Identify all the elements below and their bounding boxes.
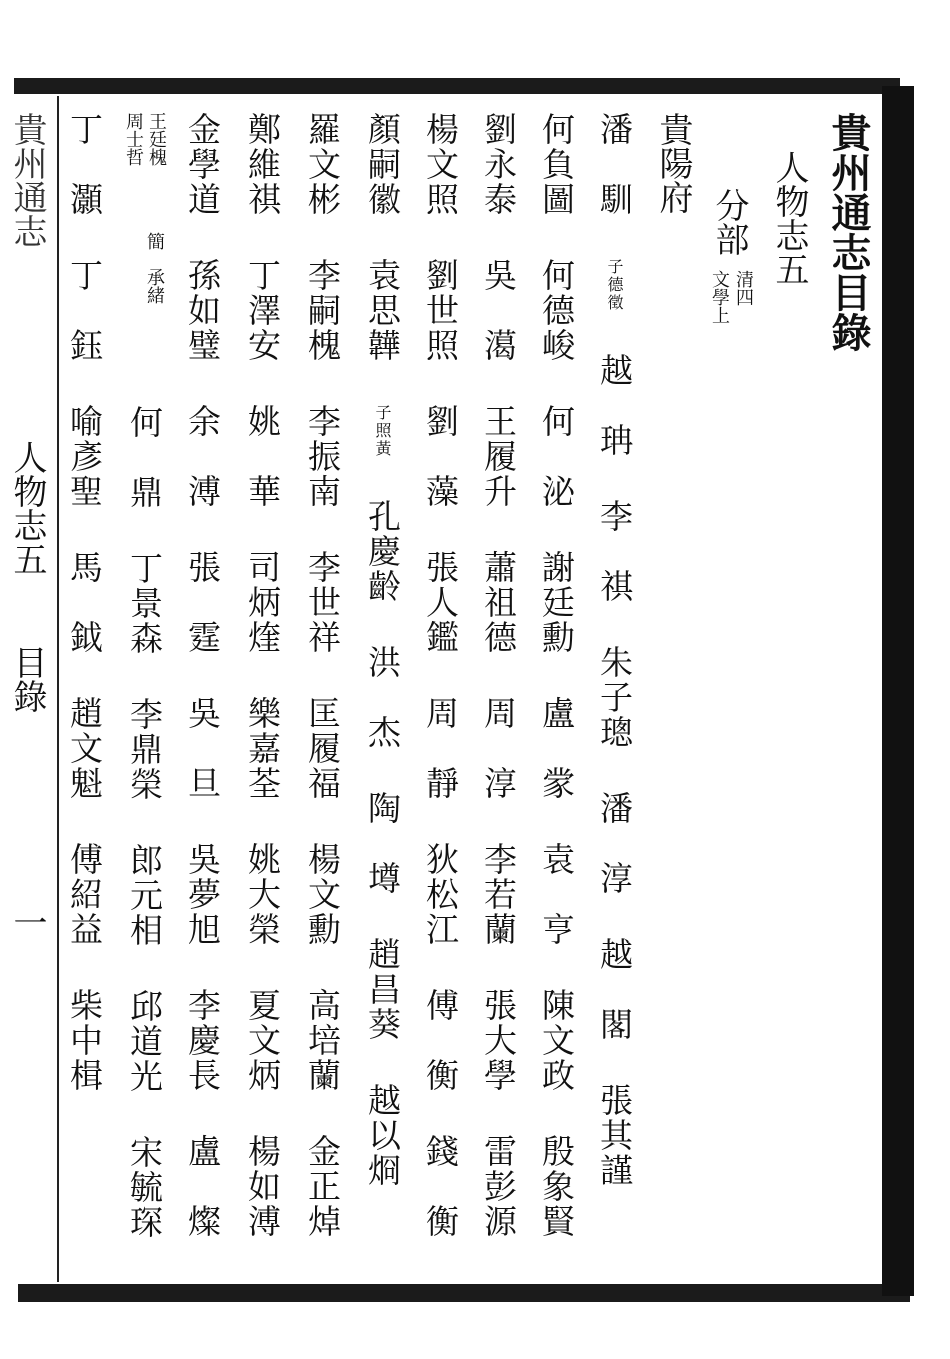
name: 司炳煃 — [243, 550, 282, 655]
name: 樂嘉荃 — [243, 696, 282, 801]
name: 柴中楫 — [65, 988, 104, 1093]
name: 匡履福 — [303, 696, 342, 801]
name: 周 淳 — [479, 696, 518, 801]
name-column-1 — [595, 112, 634, 1188]
name: 殷象賢 — [537, 1134, 576, 1239]
spine-page: 一 — [7, 905, 47, 939]
son-note: 子德徵 — [605, 258, 624, 312]
name: 趙昌葵 — [363, 937, 402, 1042]
volume-title: 人物志五 — [769, 150, 809, 286]
name: 鄭維祺 — [243, 112, 282, 217]
name: 潘 馴 — [595, 112, 634, 217]
name: 李世祥 — [303, 550, 342, 655]
name: 張大學 — [479, 988, 518, 1093]
name: 劉永泰 — [479, 112, 518, 217]
name: 李振南 — [303, 404, 342, 509]
name: 劉 藻 — [421, 404, 460, 509]
name: 孔慶齡 — [363, 499, 402, 604]
name-column-2 — [537, 112, 576, 1239]
name-column-6 — [303, 112, 342, 1239]
name: 楊文照 — [421, 112, 460, 217]
name: 張 霆 — [183, 550, 222, 655]
name: 潘 淳 — [595, 791, 634, 896]
small-name-2: 周士哲 — [123, 112, 144, 166]
section-note-2: 文學上 — [709, 270, 730, 324]
name: 陶 壿 — [363, 791, 402, 896]
name: 吳 㵧 — [479, 258, 518, 363]
name: 金學道 — [183, 112, 222, 217]
spine-divider — [57, 96, 59, 1282]
name-column-3 — [479, 112, 518, 1239]
spine-section: 目錄 — [7, 645, 47, 713]
name: 李嗣槐 — [303, 258, 342, 363]
name: 傅 衡 — [421, 988, 460, 1093]
name: 吳 旦 — [183, 696, 222, 801]
name: 越以烱 — [363, 1083, 402, 1188]
name: 丁景森 — [125, 551, 164, 656]
name: 越 閣 — [595, 937, 634, 1042]
spine-title: 貴州通志 — [7, 112, 47, 248]
name: 越 珃 — [595, 353, 634, 458]
name: 孫如璧 — [183, 258, 222, 363]
name: 羅文彬 — [303, 112, 342, 217]
name: 盧 燦 — [183, 1134, 222, 1239]
name: 丁 灝 — [65, 112, 104, 217]
name: 狄松江 — [421, 842, 460, 947]
name-column-4 — [421, 112, 460, 1239]
name: 盧 䝉 — [537, 696, 576, 801]
prefecture-heading: 貴陽府 — [653, 112, 693, 214]
name-column-7 — [243, 112, 282, 1239]
name: 蕭祖德 — [479, 550, 518, 655]
name: 余 溥 — [183, 404, 222, 509]
top-border — [14, 78, 900, 94]
small-name-1: 王廷槐 — [146, 112, 167, 166]
name: 丁澤安 — [243, 258, 282, 363]
name-column-8 — [183, 112, 222, 1239]
name: 謝廷勳 — [537, 550, 576, 655]
name: 周 靜 — [421, 696, 460, 801]
name: 夏文炳 — [243, 988, 282, 1093]
name: 馬 鉞 — [65, 550, 104, 655]
name: 李若蘭 — [479, 842, 518, 947]
name: 朱子璁 — [595, 645, 634, 750]
name: 宋毓琛 — [125, 1135, 164, 1240]
name-column-10 — [65, 112, 104, 1093]
name: 張其謹 — [595, 1083, 634, 1188]
section-title: 分部 — [709, 188, 749, 256]
name: 丁 鈺 — [65, 258, 104, 363]
name: 張人鑑 — [421, 550, 460, 655]
section-note-1: 清四 — [733, 270, 754, 306]
name: 高培蘭 — [303, 988, 342, 1093]
name: 何 泌 — [537, 404, 576, 509]
small-pair: 簡 承緒 — [144, 232, 165, 304]
name: 吳夢旭 — [183, 842, 222, 947]
spine-volume: 人物志五 — [7, 440, 47, 576]
name-column-9 — [125, 405, 164, 1240]
name: 何德峻 — [537, 258, 576, 363]
son-note: 子照黃 — [373, 404, 392, 458]
bottom-border — [18, 1284, 910, 1302]
name: 傅紹益 — [65, 842, 104, 947]
name: 何 鼎 — [125, 405, 164, 510]
name: 雷彭源 — [479, 1134, 518, 1239]
name: 楊文勳 — [303, 842, 342, 947]
name: 邱道光 — [125, 989, 164, 1094]
name: 王履升 — [479, 404, 518, 509]
name: 陳文政 — [537, 988, 576, 1093]
name: 李 祺 — [595, 499, 634, 604]
name: 郎元相 — [125, 843, 164, 948]
name: 姚 華 — [243, 404, 282, 509]
name: 姚大榮 — [243, 842, 282, 947]
name: 金正焯 — [303, 1134, 342, 1239]
name: 李鼎榮 — [125, 697, 164, 802]
name: 趙文魁 — [65, 696, 104, 801]
name: 楊如溥 — [243, 1134, 282, 1239]
name: 袁思韡 — [363, 258, 402, 363]
name: 李慶長 — [183, 988, 222, 1093]
name: 喻彥聖 — [65, 404, 104, 509]
name-column-5 — [363, 112, 402, 1188]
name: 劉世照 — [421, 258, 460, 363]
name: 洪 杰 — [363, 645, 402, 750]
right-border — [882, 86, 914, 1296]
name: 袁 亨 — [537, 842, 576, 947]
name: 顏嗣徽 — [363, 112, 402, 217]
page-title: 貴州通志目錄 — [825, 112, 872, 352]
name: 何負圖 — [537, 112, 576, 217]
name: 錢 衡 — [421, 1134, 460, 1239]
